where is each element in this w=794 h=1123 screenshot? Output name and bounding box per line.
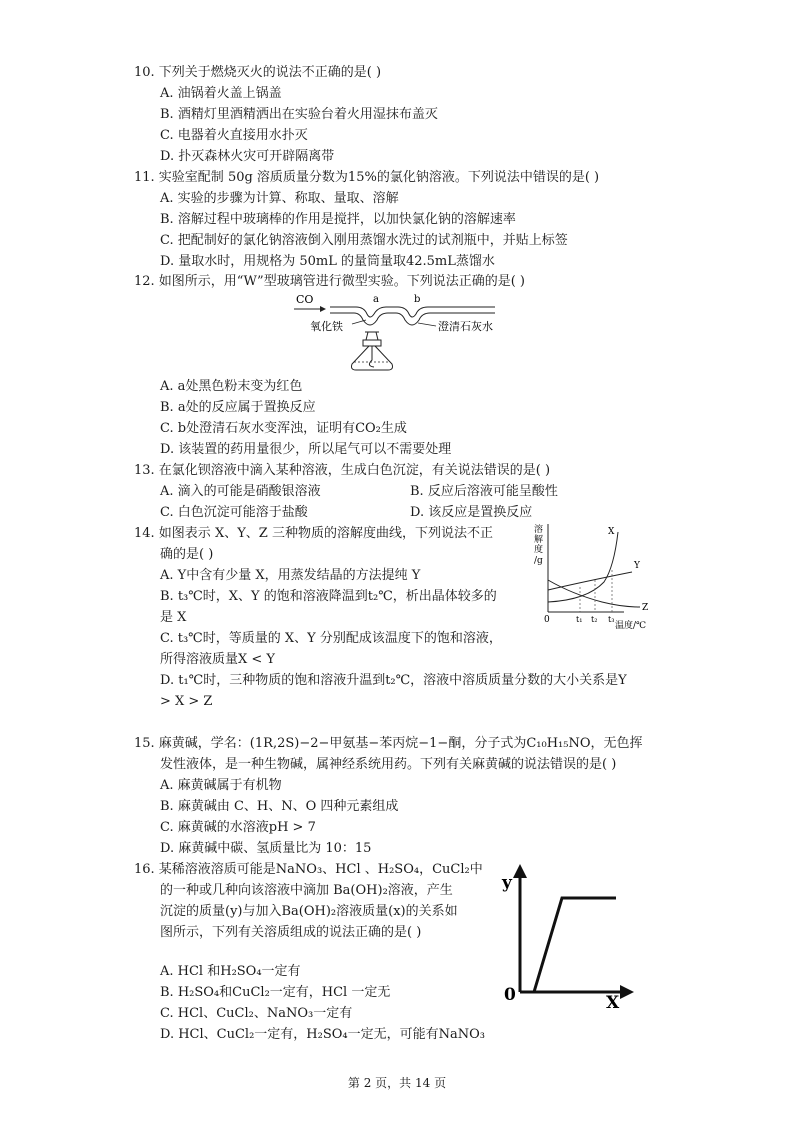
- chart-y-label-4: /g: [534, 556, 543, 566]
- question-14-stem-line1: 14. 如图表示 X、Y、Z 三种物质的溶解度曲线，下列说法不正: [134, 526, 493, 541]
- q10-option-d: D. 扑灭森林火灾可开辟隔离带: [160, 149, 335, 164]
- question-10-stem: 10. 下列关于燃烧灭火的说法不正确的是( ): [134, 65, 382, 80]
- graph-x-label: X: [606, 993, 620, 1008]
- q14-option-b: B. t₃℃时，X、Y 的饱和溶液降温到t₂℃，析出晶体较多的: [160, 589, 497, 604]
- q16-option-a: A. HCl 和H₂SO₄一定有: [160, 964, 301, 979]
- q12-option-c: C. b处澄清石灰水变浑浊，证明有CO₂生成: [160, 421, 407, 436]
- question-13-stem: 13. 在氯化钡溶液中滴入某种溶液，生成白色沉淀，有关说法错误的是( ): [134, 463, 551, 478]
- tick-t2: t₂: [591, 615, 598, 624]
- q10-option-b: B. 酒精灯里酒精洒出在实验台着火用湿抹布盖灭: [160, 107, 438, 122]
- chart-origin: 0: [544, 615, 550, 625]
- chart-y-label-2: 解: [534, 535, 544, 545]
- question-16-stem-line1: 16. 某稀溶液溶质可能是NaNO₃、HCl 、H₂SO₄，CuCl₂中: [134, 862, 483, 877]
- q13-option-a: A. 滴入的可能是硝酸银溶液: [160, 484, 321, 499]
- chart-y-label-1: 溶: [534, 525, 544, 535]
- q13-option-d: D. 该反应是置换反应: [410, 505, 533, 520]
- chart-x-label: 温度/℃: [615, 621, 647, 631]
- q14-option-d: D. t₁℃时，三种物质的饱和溶液升温到t₂℃，溶液中溶质质量分数的大小关系是Y: [160, 673, 627, 688]
- graph-y-label: y: [502, 873, 512, 893]
- q11-option-d: D. 量取水时，用规格为 50mL 的量筒量取42.5mL蒸馏水: [160, 254, 495, 269]
- q14-option-c-cont: 所得溶液质量X < Y: [160, 652, 275, 667]
- question-16-stem-line2: 的一种或几种向该溶液中滴加 Ba(OH)₂溶液，产生: [160, 883, 453, 898]
- w-tube-apparatus-figure: [290, 290, 530, 375]
- solubility-curve-chart: [532, 522, 662, 632]
- iron-oxide-label: 氧化铁: [310, 320, 343, 333]
- q11-option-c: C. 把配制好的氯化钠溶液倒入刚用蒸馏水洗过的试剂瓶中，并贴上标签: [160, 233, 568, 248]
- q15-option-b: B. 麻黄碱由 C、H、N、O 四种元素组成: [160, 799, 399, 814]
- q10-option-a: A. 油锅着火盖上锅盖: [160, 86, 282, 101]
- q13-option-b: B. 反应后溶液可能呈酸性: [410, 484, 558, 499]
- q15-option-a: A. 麻黄碱属于有机物: [160, 778, 282, 793]
- q14-option-a: A. Y中含有少量 X，用蒸发结晶的方法提纯 Y: [160, 568, 421, 583]
- tick-t1: t₁: [576, 615, 583, 624]
- precipitate-mass-graph: [498, 858, 648, 1008]
- question-15-stem-line1: 15. 麻黄碱，学名：(1R,2S)−2−甲氨基−苯丙烷−1−酮，分子式为C₁₀H₁₅NO，无色挥: [134, 736, 643, 751]
- question-14-stem-line2: 确的是( ): [160, 547, 214, 562]
- question-16-stem-line4: 图所示，下列有关溶质组成的说法正确的是( ): [160, 925, 422, 940]
- q16-option-b: B. H₂SO₄和CuCl₂一定有，HCl 一定无: [160, 985, 391, 1000]
- q15-option-c: C. 麻黄碱的水溶液pH > 7: [160, 820, 316, 835]
- q11-option-a: A. 实验的步骤为计算、称取、量取、溶解: [160, 191, 399, 206]
- q12-option-b: B. a处的反应属于置换反应: [160, 400, 316, 415]
- q10-option-c: C. 电器着火直接用水扑灭: [160, 128, 308, 143]
- question-12-stem: 12. 如图所示，用“W”型玻璃管进行微型实验。下列说法正确的是( ): [134, 274, 525, 289]
- q14-option-b-cont: 是 X: [160, 610, 187, 625]
- limewater-label: 澄清石灰水: [438, 320, 493, 333]
- page-number-footer: 第 2 页，共 14 页: [347, 1076, 447, 1090]
- q15-option-d: D. 麻黄碱中碳、氢质量比为 10：15: [160, 841, 372, 856]
- q12-option-a: A. a处黑色粉末变为红色: [160, 379, 303, 394]
- q13-option-c: C. 白色沉淀可能溶于盐酸: [160, 505, 308, 520]
- point-b-label: b: [414, 294, 421, 305]
- q12-option-d: D. 该装置的药用量很少，所以尾气可以不需要处理: [160, 442, 452, 457]
- q16-option-d: D. HCl、CuCl₂一定有，H₂SO₄一定无，可能有NaNO₃: [160, 1027, 485, 1042]
- q14-option-d-cont: > X > Z: [160, 694, 213, 709]
- question-15-stem-line2: 发性液体，是一种生物碱，属神经系统用药。下列有关麻黄碱的说法错误的是( ): [160, 757, 617, 772]
- q16-option-c: C. HCl、CuCl₂、NaNO₃一定有: [160, 1006, 353, 1021]
- graph-origin: 0: [504, 985, 516, 1005]
- q11-option-b: B. 溶解过程中玻璃棒的作用是搅拌，以加快氯化钠的溶解速率: [160, 212, 516, 227]
- co-label: CO: [296, 293, 314, 306]
- curve-x-label: X: [608, 527, 615, 537]
- tick-t3: t₃: [608, 615, 615, 624]
- question-11-stem: 11. 实验室配制 50g 溶质质量分数为15%的氯化钠溶液。下列说法中错误的是( ): [134, 170, 600, 185]
- curve-z-label: Z: [642, 603, 649, 613]
- point-a-label: a: [373, 294, 379, 305]
- curve-y-label: Y: [634, 561, 640, 571]
- chart-y-label-3: 度: [534, 545, 544, 555]
- q14-option-c: C. t₃℃时，等质量的 X、Y 分别配成该温度下的饱和溶液，: [160, 631, 502, 646]
- question-16-stem-line3: 沉淀的质量(y)与加入Ba(OH)₂溶液质量(x)的关系如: [160, 904, 458, 919]
